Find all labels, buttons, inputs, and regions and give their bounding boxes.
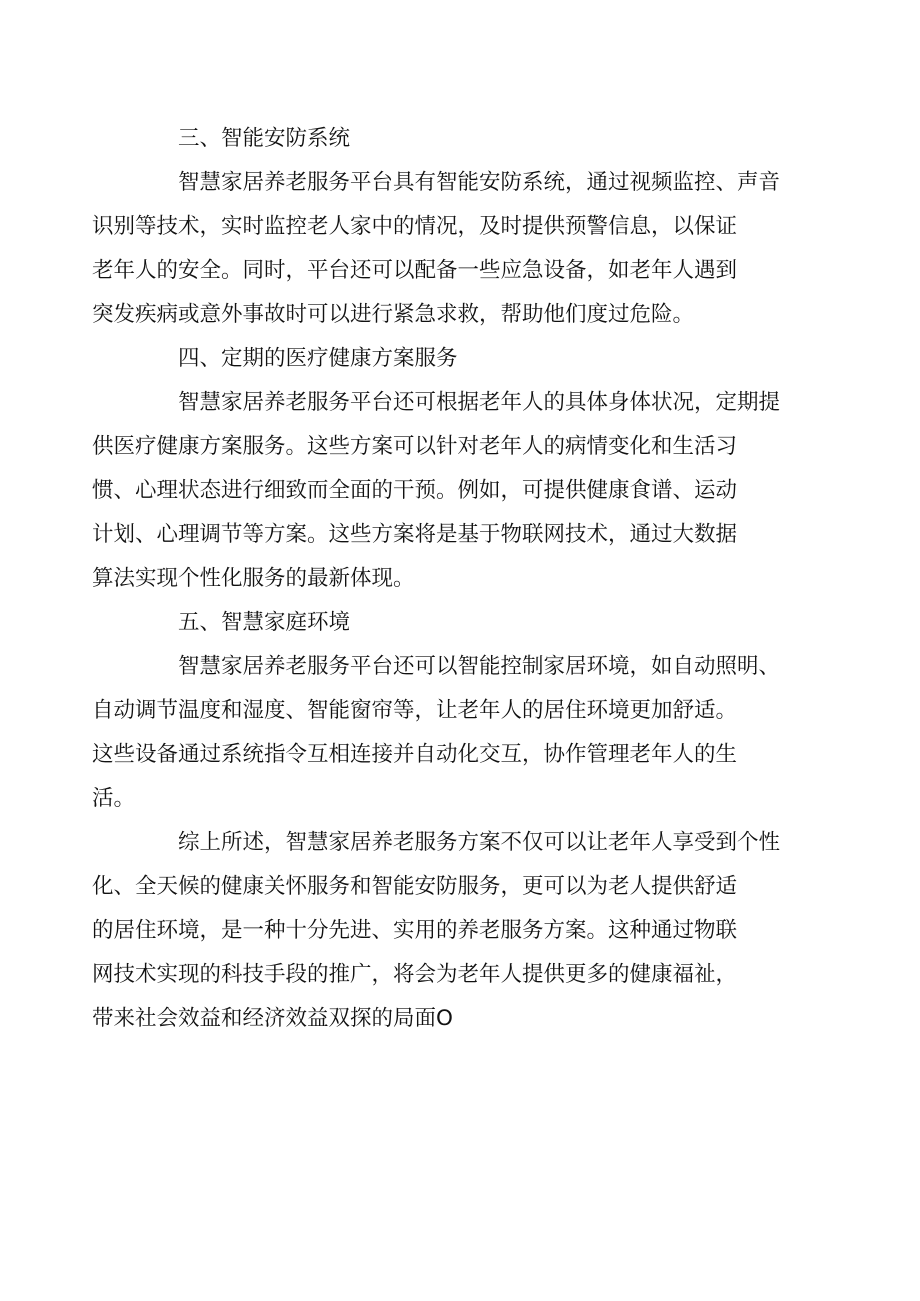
paragraph-line: 化、全天候的健康关怀服务和智能安防服务，更可以为老人提供舒适: [92, 874, 738, 899]
paragraph-line: 活。: [92, 786, 136, 811]
paragraph-line: 计划、心理调节等方案。这些方案将是基于物联网技术，通过大数据: [92, 522, 738, 547]
paragraph-line: 综上所述，智慧家居养老服务方案不仅可以让老年人享受到个性: [178, 830, 781, 855]
paragraph-line: 网技术实现的科技手段的推广，将会为老年人提供更多的健康福祉，: [92, 962, 738, 987]
paragraph-line: 智慧家居养老服务平台具有智能安防系统，通过视频监控、声音: [178, 170, 781, 195]
section-heading-environment: 五、智慧家庭环境: [178, 610, 351, 635]
paragraph-line: 智慧家居养老服务平台还可根据老年人的具体身体状况，定期提: [178, 390, 781, 415]
paragraph-line: 这些设备通过系统指令互相连接并自动化交互，协作管理老年人的生: [92, 742, 738, 767]
conclusion-paragraph: [92, 821, 790, 1041]
document-body: [92, 117, 790, 1041]
paragraph-line: 带来社会效益和经济效益双探的局面O: [92, 1006, 453, 1031]
section-paragraph-environment: [92, 645, 790, 821]
section-heading-medical: 四、定期的医疗健康方案服务: [178, 346, 458, 371]
paragraph-line: 惯、心理状态进行细致而全面的干预。例如，可提供健康食谱、运动: [92, 478, 738, 503]
paragraph-line: 供医疗健康方案服务。这些方案可以针对老年人的病情变化和生活习: [92, 434, 738, 459]
paragraph-line: 突发疾病或意外事故时可以进行紧急求救，帮助他们度过危险。: [92, 302, 695, 327]
section-paragraph-security: [92, 161, 790, 337]
paragraph-line: 算法实现个性化服务的最新体现。: [92, 566, 415, 591]
section-paragraph-medical: [92, 381, 790, 601]
paragraph-line: 识别等技术，实时监控老人家中的情况，及时提供预警信息，以保证: [92, 214, 738, 239]
paragraph-line: 老年人的安全。同时，平台还可以配备一些应急设备，如老年人遇到: [92, 258, 738, 283]
section-heading-security: 三、智能安防系统: [178, 126, 351, 151]
paragraph-line: 智慧家居养老服务平台还可以智能控制家居环境，如自动照明、: [178, 654, 781, 679]
paragraph-line: 的居住环境，是一种十分先进、实用的养老服务方案。这种通过物联: [92, 918, 738, 943]
paragraph-line: 自动调节温度和湿度、智能窗帘等，让老年人的居住环境更加舒适。: [92, 698, 738, 723]
